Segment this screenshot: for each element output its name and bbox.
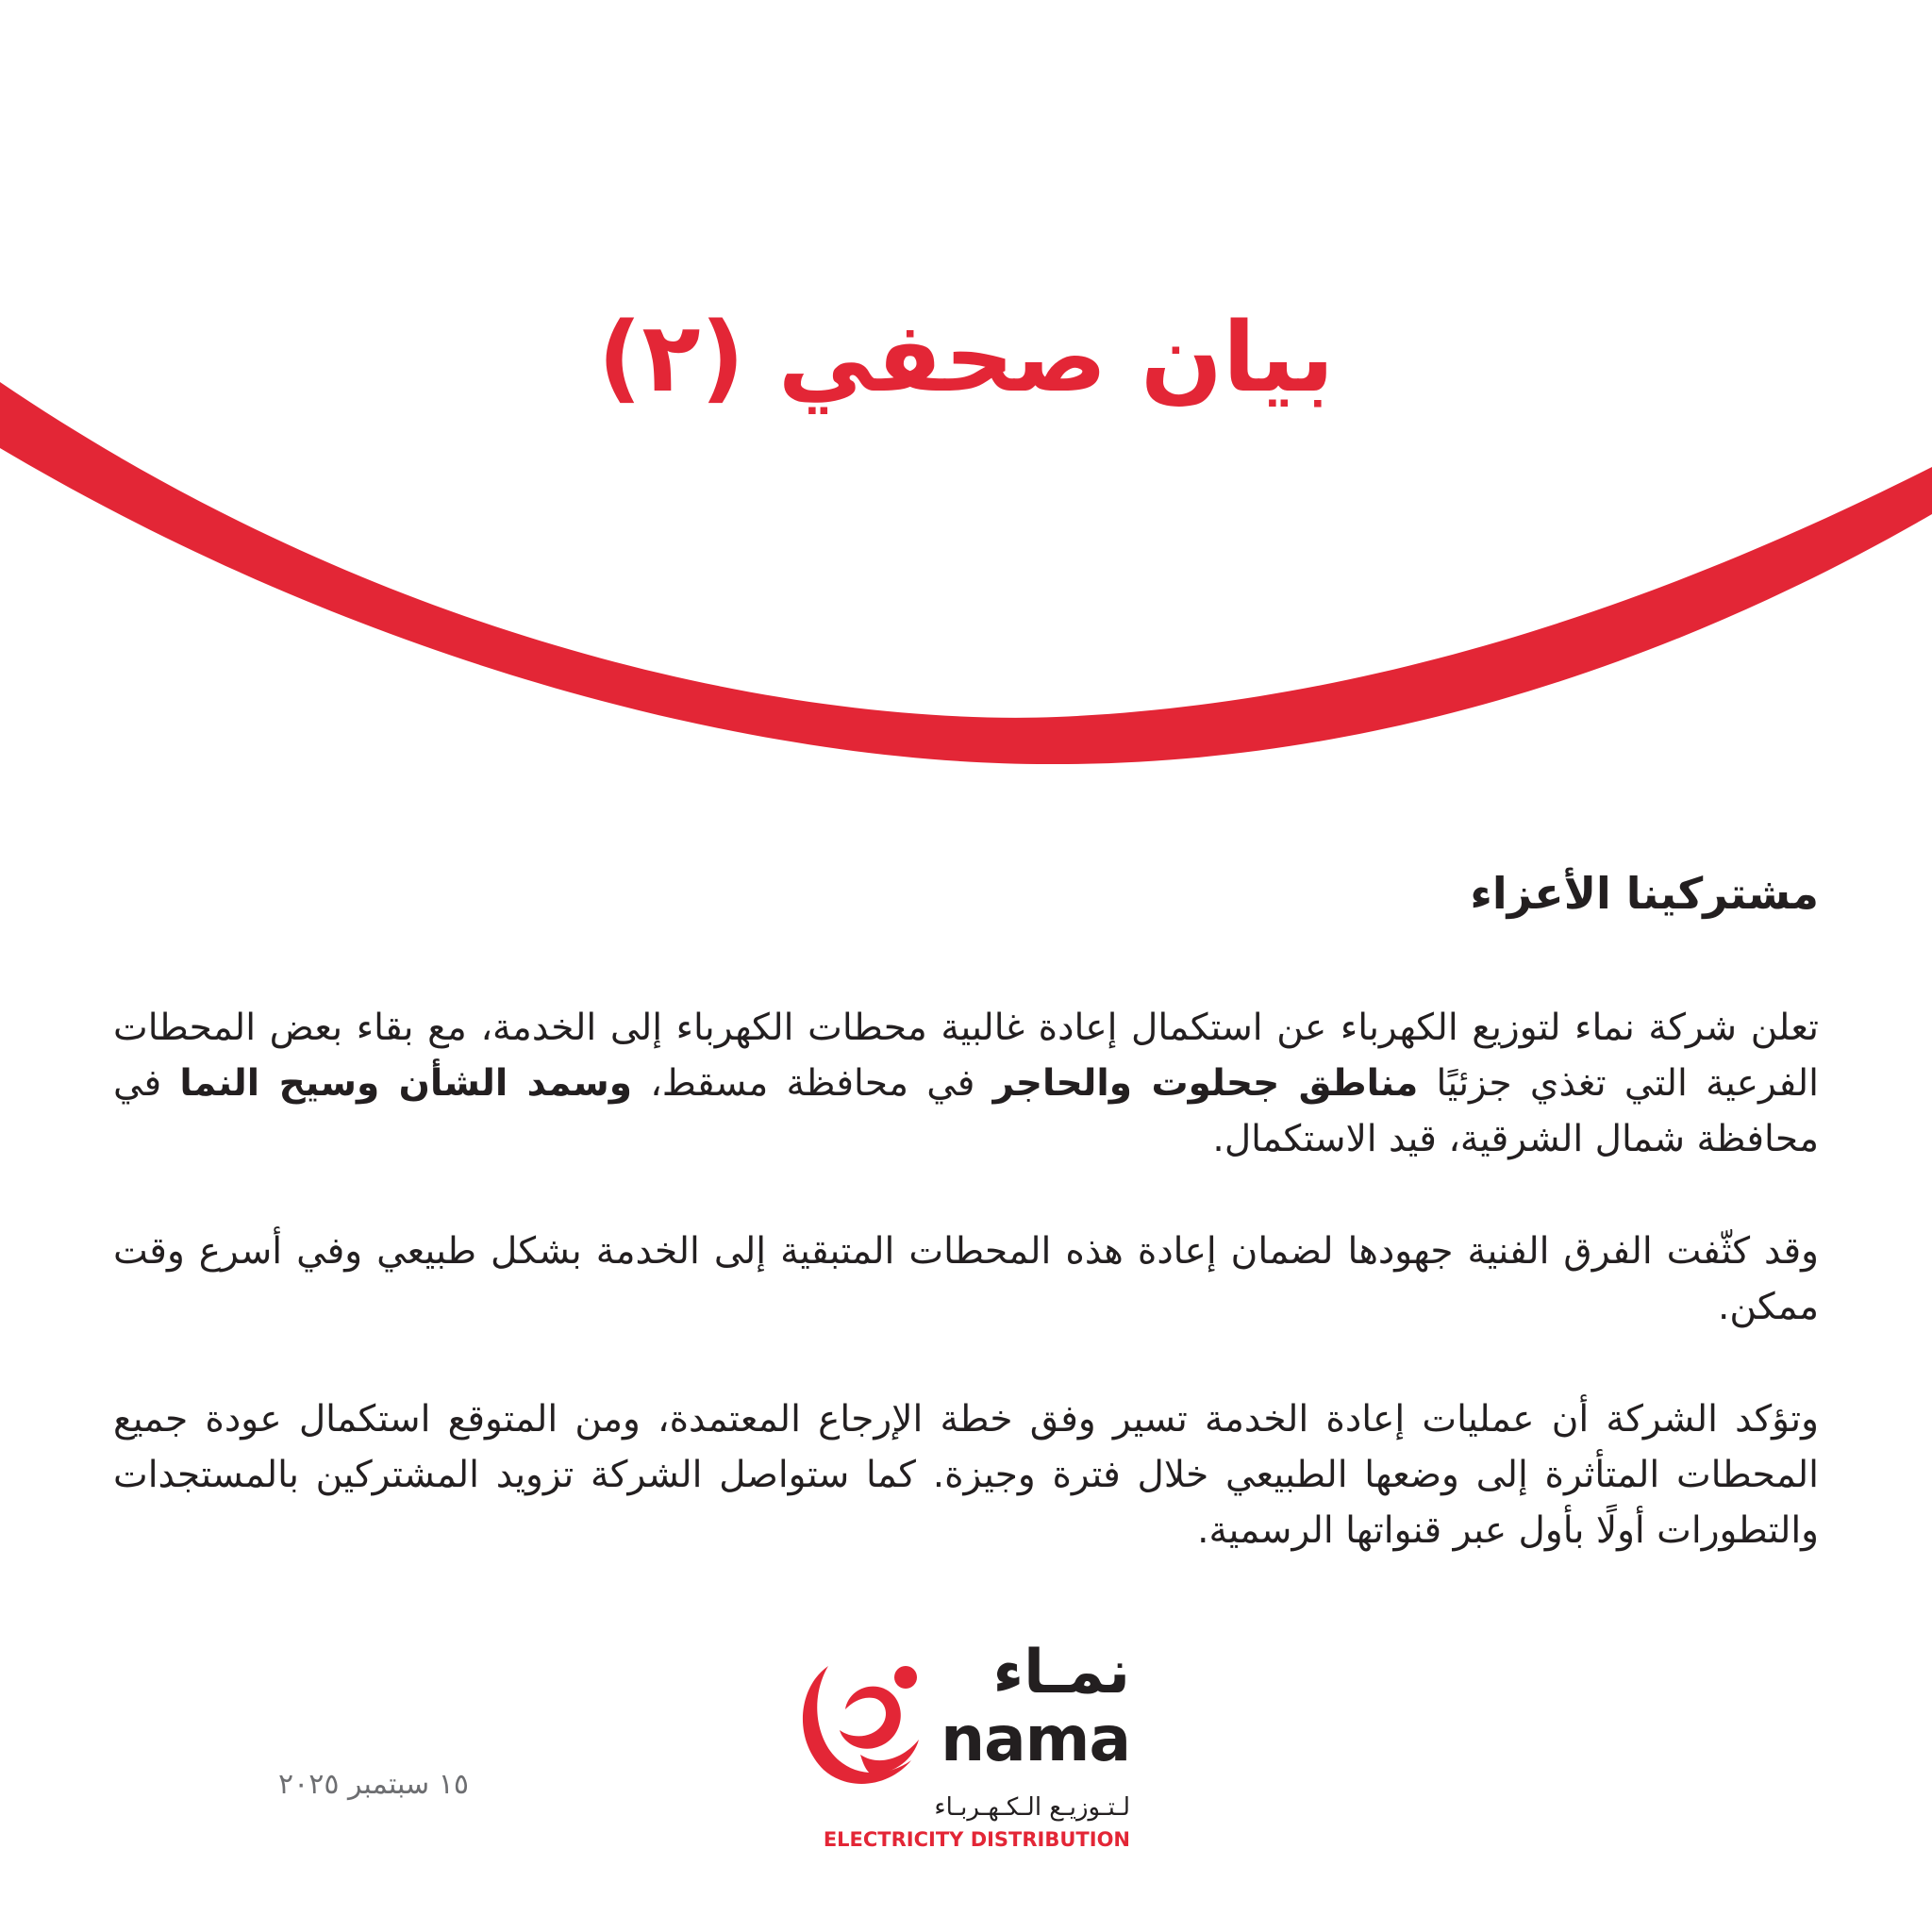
salutation-heading: مشتركينا الأعزاء: [1470, 868, 1819, 919]
paragraph-1-text-1: تعلن شركة نماء لتوزيع الكهرباء عن استكمال إعادة غالبية محطات الكهرباء إلى الخدمة، مع بقاء بعض المحطات الفرعية التي تغذي جزئيًا: [113, 1007, 1820, 1105]
paragraph-1-bold-areas-sharqiyah: وسمد الشأن وسيح النما: [179, 1062, 632, 1105]
paragraph-1-bold-areas-muscat: مناطق جحلوت والحاجر: [992, 1062, 1419, 1105]
logo-tagline-arabic: لـتـوزيـع الـكـهـربـاء: [934, 1793, 1130, 1822]
paragraph-1: [113, 1000, 1819, 1167]
paragraph-3: وتؤكد الشركة أن عمليات إعادة الخدمة تسير وفق خطة الإرجاع المعتمدة، ومن المتوقع استكمال عودة جميع المحطات المتأثرة إلى وضعها الطبيعي خلال فترة وجيزة. كما ستواصل الشركة تزويد المشتركين بالمستجدات والتطورات أولًا بأول عبر قنواتها الرسمية.: [113, 1398, 1819, 1552]
paragraph-2: وقد كثّفت الفرق الفنية جهودها لضمان إعادة هذه المحطات المتبقية إلى الخدمة بشكل طبيعي وفي أسرع وقت ممكن.: [113, 1230, 1819, 1328]
press-release-body: [113, 1000, 1819, 1615]
logo-name-english: nama: [941, 1703, 1130, 1775]
nama-logo: [791, 1638, 1130, 1857]
paragraph-1-text-2: في محافظة مسقط،: [631, 1062, 993, 1105]
logo-tagline-english: ELECTRICITY DISTRIBUTION: [823, 1828, 1130, 1851]
red-swoosh-shape: [0, 382, 1932, 764]
nama-logo-mark-icon: [791, 1649, 932, 1790]
release-date: ١٥ سبتمبر ٢٠٢٥: [278, 1768, 469, 1801]
paragraph-1-text-3: في محافظة شمال الشرقية، قيد الاستكمال.: [113, 1062, 1819, 1160]
logo-name-arabic: نمـاء: [992, 1638, 1130, 1707]
page-title: بيان صحفي (٢): [597, 302, 1335, 414]
